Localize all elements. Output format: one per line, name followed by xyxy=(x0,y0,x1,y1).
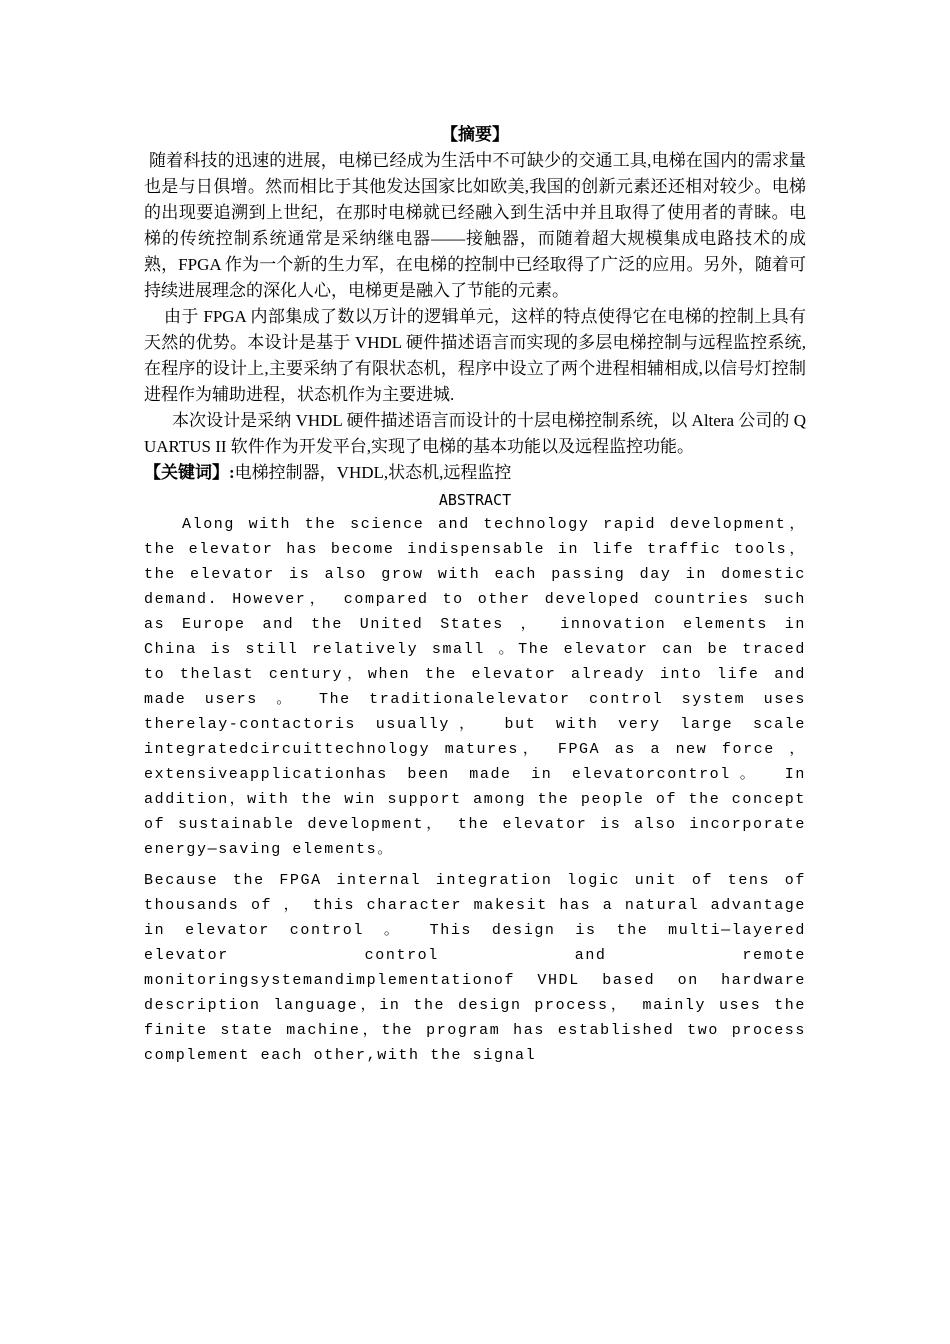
abstract-en-paragraph-2: Because the FPGA internal integration logic unit of tens of thousands of ， this character makesit has a natural advantage in elevator control 。 This design is the multi—layered elevator control and remote monitoringsystemandimplementationof VHDL based on hardware description language，in the design process， mainly uses the finite state machine，the program has established two process complement each other,with the signal xyxy=(144,872,806,1064)
abstract-zh-paragraph-3: 本次设计是采纳 VHDL 硬件描述语言而设计的十层电梯控制系统，以 Altera 公司的 QUARTUS II 软件作为开发平台,实现了电梯的基本功能以及远程监控功能。 xyxy=(144,411,806,456)
keywords-label: 【关键词】: xyxy=(144,463,235,482)
page-content xyxy=(144,122,806,1068)
abstract-en-paragraph-1: Along with the science and technology rapid development， the elevator has become indispensable in life traffic tools， the elevator is also grow with each passing day in domestic demand. However， compared to other developed countries such as Europe and the United States ， innovation elements in China is still relatively small 。The elevator can be traced to thelast century，when the elevator already into life and made users 。 The traditionalelevator control system uses therelay-contactoris usually， but with very large scale integratedcircuittechnology matures， FPGA as a new force ， extensiveapplicationhas been made in elevatorcontrol。 In addition，with the win support among the people of the concept of sustainable development， the elevator is also incorporate energy—saving elements。 xyxy=(144,516,806,858)
abstract-zh-paragraph-1: 随着科技的迅速的进展，电梯已经成为生活中不可缺少的交通工具,电梯在国内的需求量也是与日俱增。然而相比于其他发达国家比如欧美,我国的创新元素还还相对较少。电梯的出现要追溯到上世纪，在那时电梯就已经融入到生活中并且取得了使用者的青睐。电梯的传统控制系统通常是采纳继电器——接触器，而随着超大规模集成电路技术的成熟，FPGA 作为一个新的生力军，在电梯的控制中已经取得了广泛的应用。另外，随着可持续进展理念的深化人心，电梯更是融入了节能的元素。 xyxy=(144,151,806,300)
abstract-zh-heading: 【摘要】 xyxy=(441,125,509,145)
abstract-en-heading: ABSTRACT xyxy=(438,491,512,509)
keywords-line xyxy=(144,460,806,486)
keywords-text: 电梯控制器，VHDL,状态机,远程监控 xyxy=(234,463,512,482)
abstract-zh-paragraph-2: 由于 FPGA 内部集成了数以万计的逻辑单元，这样的特点使得它在电梯的控制上具有天然的优势。本设计是基于 VHDL 硬件描述语言而实现的多层电梯控制与远程监控系统,在程序的设计上,主要采纳了有限状态机，程序中设立了两个进程相辅相成,以信号灯控制进程作为辅助进程，状态机作为主要进城. xyxy=(144,307,806,404)
